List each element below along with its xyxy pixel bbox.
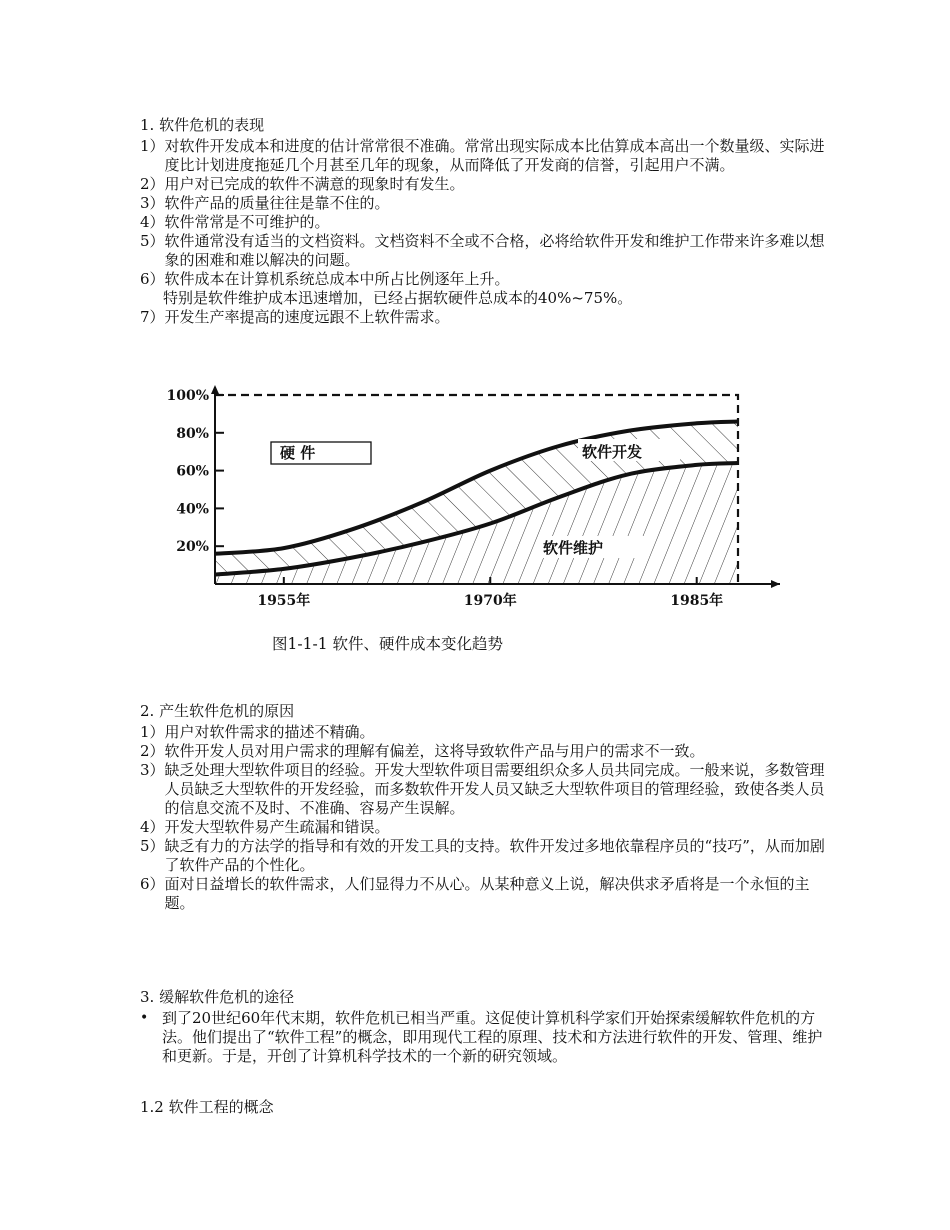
item-text: 对软件开发成本和进度的估计常常很不准确。常常出现实际成本比估算成本高出一个数量级、实际进度比计划进度拖延几个月甚至几年的现象，从而降低了开发商的信誉，引起用户不满。 [164,137,825,174]
figure-caption: 图1-1-1 软件、硬件成本变化趋势 [272,635,503,653]
list-item [140,875,830,913]
maintenance-label: 软件维护 [543,539,604,557]
item-text: 软件开发人员对用户需求的理解有偏差，这将导致软件产品与用户的需求不一致。 [164,742,705,760]
y-axis-arrow [211,385,219,394]
list-item [140,837,830,875]
list-item [140,175,830,194]
item-text: 面对日益增长的软件需求，人们显得力不从心。从某种意义上说，解决供求矛盾将是一个永恒的主题。 [164,875,810,912]
item-text: 用户对已完成的软件不满意的现象时有发生。 [164,175,465,193]
item-number: 6） [140,875,165,893]
x-axis-arrow [771,580,780,588]
item-number: 1） [140,137,165,155]
item-number: 4） [140,213,165,231]
x-tick-label: 1955年 [257,593,311,609]
item-text: 软件成本在计算机系统总成本中所占比例逐年上升。 [164,270,510,288]
item-number: 4） [140,818,165,836]
bullet-icon: • [140,1010,149,1026]
list-item [140,213,830,232]
development-label: 软件开发 [582,443,643,461]
cost-trend-figure [130,385,790,655]
list-item [140,194,830,213]
item-text: 缺乏处理大型软件项目的经验。开发大型软件项目需要组织众多人员共同完成。一般来说，多数管理人员缺乏大型软件的开发经验，而多数软件开发人员又缺乏大型软件项目的管理经验，致使各类人员的信息交流不及时、不准确、容易产生误解。 [164,761,825,817]
list-item [140,742,830,761]
item-text: 软件通常没有适当的文档资料。文档资料不全或不合格，必将给软件开发和维护工作带来许多难以想象的困难和难以解决的问题。 [164,232,825,269]
section2-list [140,723,830,913]
item-number: 2） [140,175,165,193]
x-tick-label: 1985年 [670,593,724,609]
list-item [140,818,830,837]
y-tick-label: 80% [176,425,209,442]
item-text: 开发大型软件易产生疏漏和错误。 [164,818,390,836]
section2-heading: 2. 产生软件危机的原因 [140,702,295,720]
section1-list [140,137,830,327]
item-text: 用户对软件需求的描述不精确。 [164,723,375,741]
item-number: 7） [140,308,165,326]
section3-heading: 3. 缓解软件危机的途径 [140,988,295,1006]
list-item [140,232,830,270]
bullet-item [140,1009,830,1066]
cost-trend-chart [130,385,790,655]
bullet-text: 到了20世纪60年代末期，软件危机已相当严重。这促使计算机科学家们开始探索缓解软件危机的方法。他们提出了“软件工程”的概念，即用现代工程的原理、技术和方法进行软件的开发、管理、维护和更新。于是，开创了计算机科学技术的一个新的研究领域。 [162,1009,823,1065]
section1-heading: 1. 软件危机的表现 [140,116,265,134]
item-text: 软件常常是不可维护的。 [164,213,330,231]
section3-body [140,1009,830,1066]
list-item [140,723,830,742]
y-tick-label: 60% [176,463,209,480]
item-number: 5） [140,232,165,250]
list-item [140,761,830,818]
section4-heading: 1.2 软件工程的概念 [140,1098,274,1116]
item-text: 软件产品的质量往往是靠不住的。 [164,194,390,212]
list-item [140,270,830,289]
hardware-label: 硬 件 [280,444,316,462]
item-extra-text: 特别是软件维护成本迅速增加，已经占据软硬件总成本的40%~75%。 [163,289,633,307]
item-number: 6） [140,270,165,288]
item-text: 缺乏有力的方法学的指导和有效的开发工具的支持。软件开发过多地依靠程序员的“技巧”，从而加剧了软件产品的个性化。 [164,837,825,874]
item-text: 开发生产率提高的速度远跟不上软件需求。 [164,308,450,326]
item-number: 3） [140,761,165,779]
list-item [140,137,830,175]
item-number: 3） [140,194,165,212]
item-number: 1） [140,723,165,741]
x-tick-label: 1970年 [463,593,517,609]
item-number: 5） [140,837,165,855]
y-tick-label: 100% [166,388,209,404]
item-number: 2） [140,742,165,760]
y-tick-label: 20% [176,539,209,556]
y-tick-label: 40% [176,501,209,518]
list-item [140,308,830,327]
